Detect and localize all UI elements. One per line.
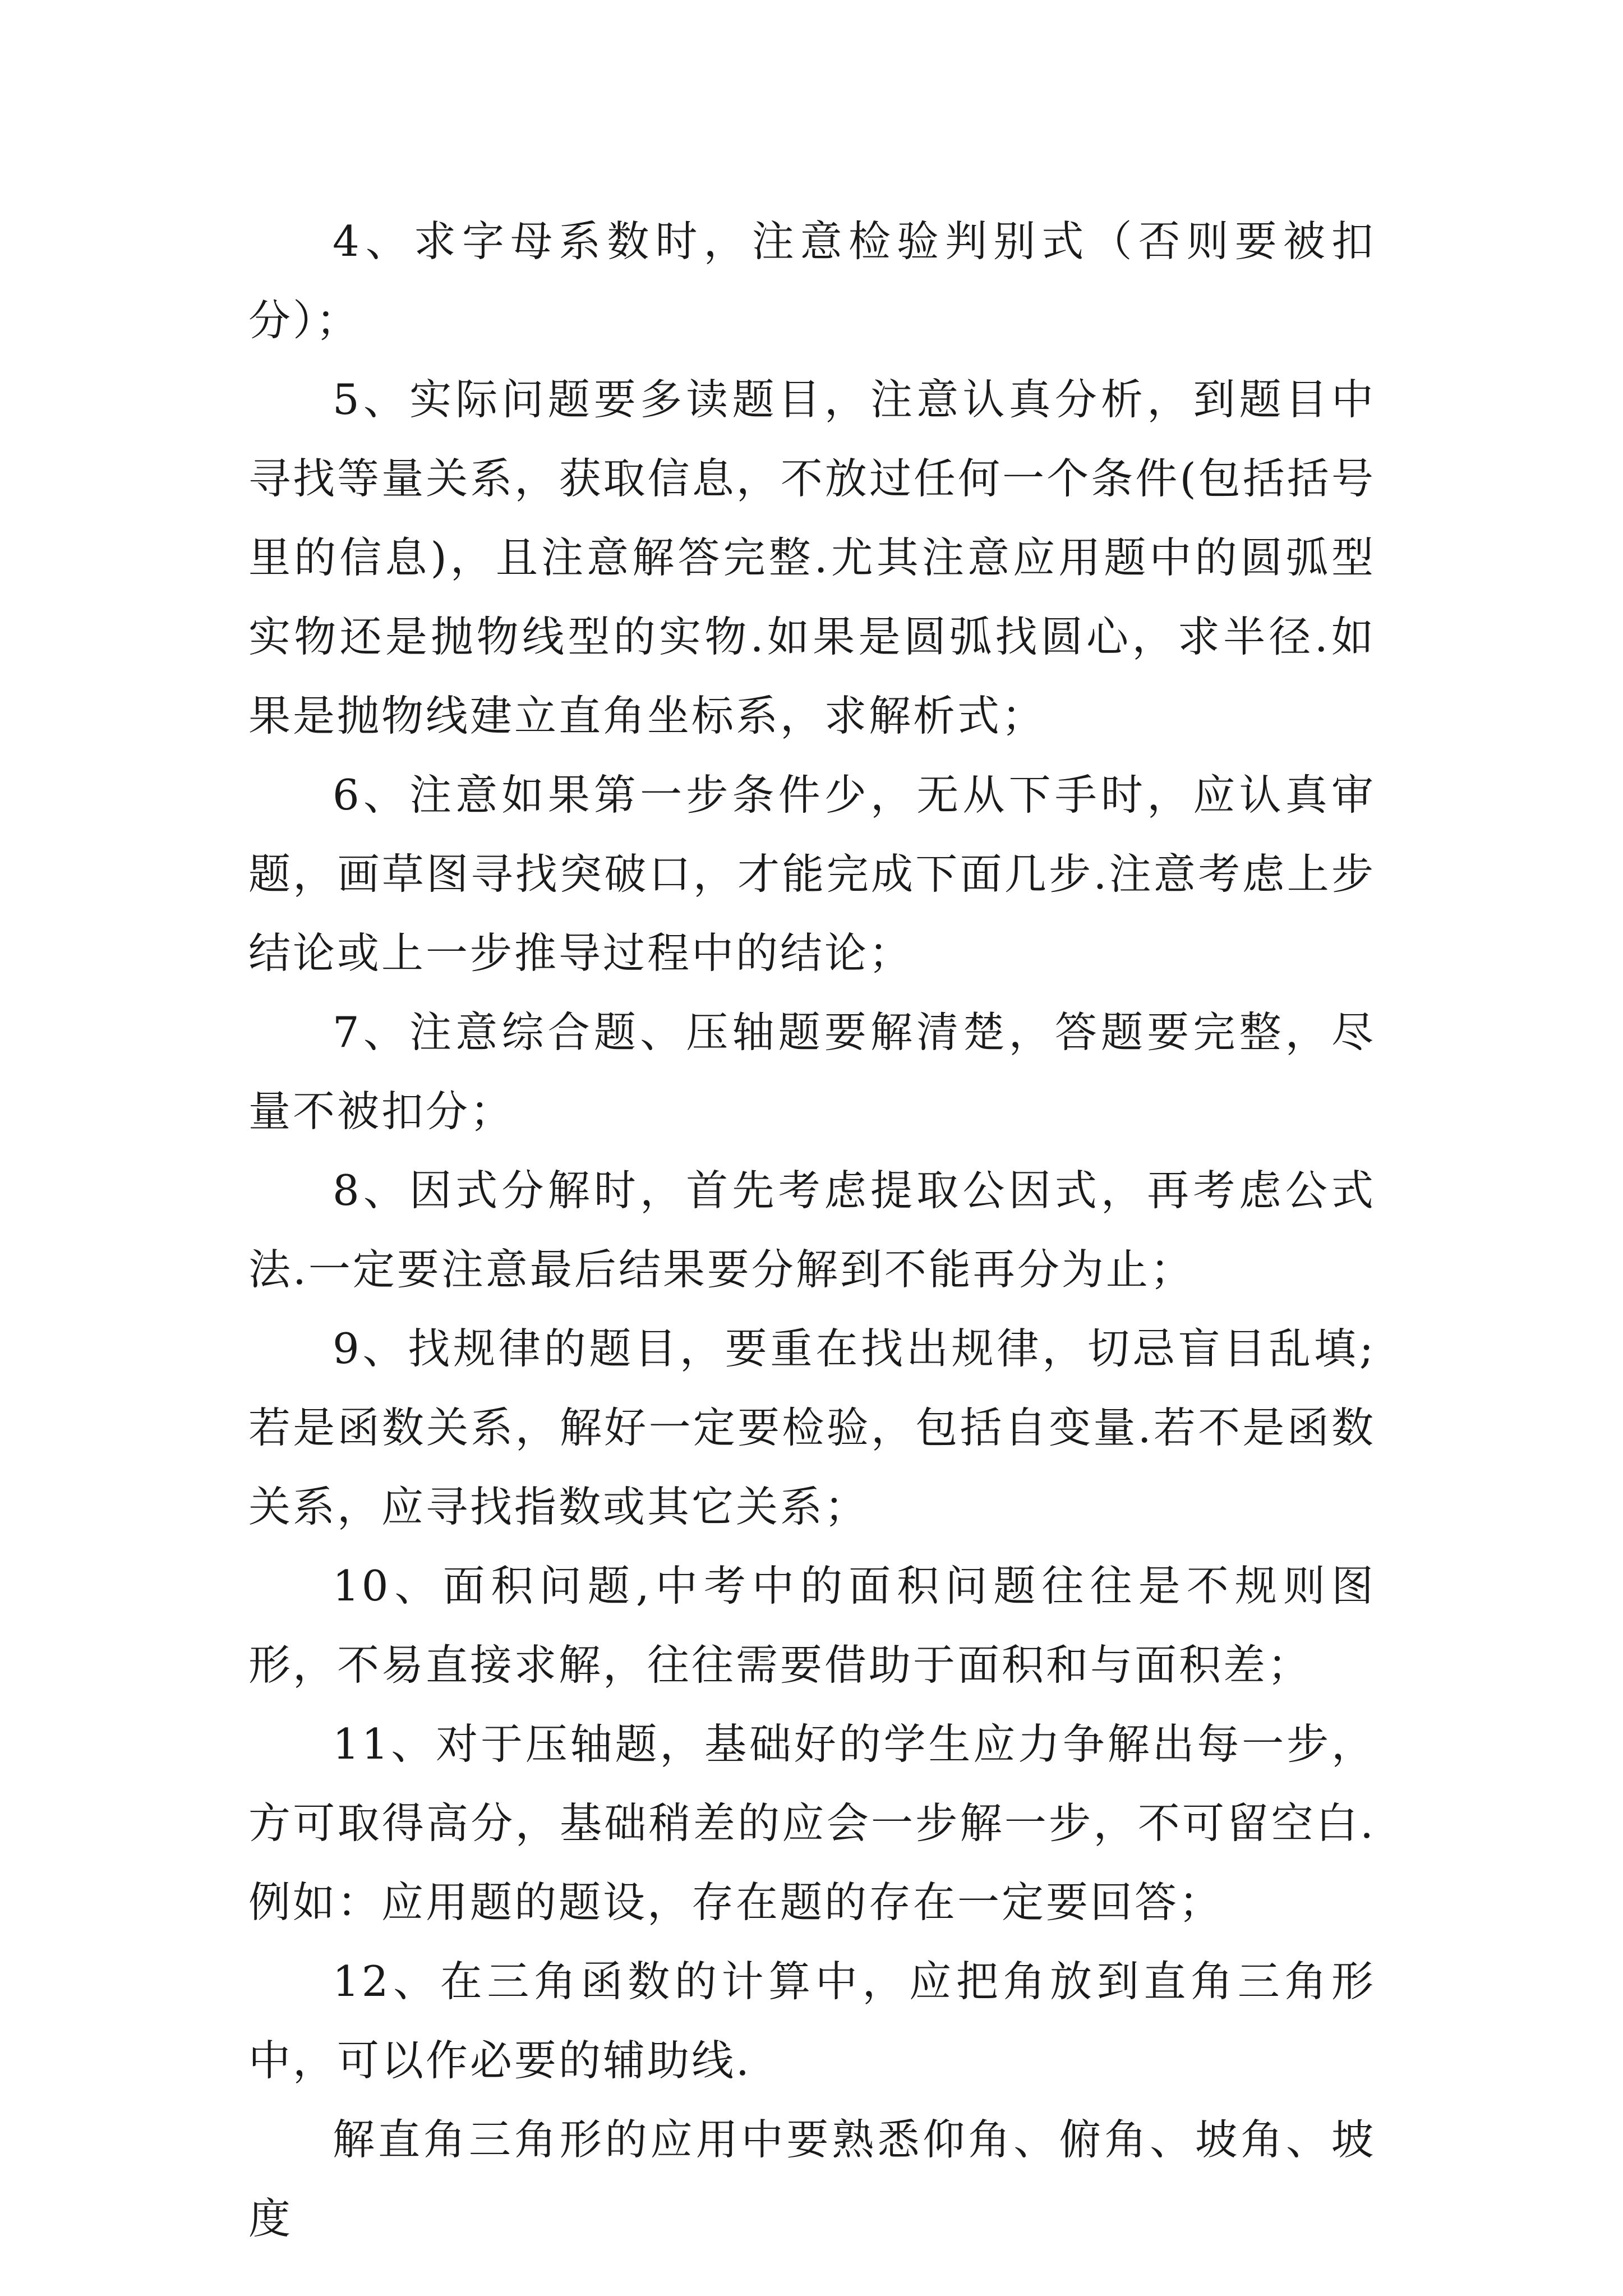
paragraph-item-4: 4、求字母系数时，注意检验判别式（否则要被扣分）；: [248, 217, 1376, 345]
paragraph-item-8: 8、因式分解时，首先考虑提取公因式，再考虑公式法.一定要注意最后结果要分解到不能再分为止；: [248, 1166, 1376, 1294]
paragraph-item-6: 6、注意如果第一步条件少，无从下手时，应认真审题，画草图寻找突破口，才能完成下面几步.注意考虑上步结论或上一步推导过程中的结论；: [248, 770, 1376, 978]
body-text: [248, 202, 1376, 2258]
paragraph-item-10: 10、面积问题,中考中的面积问题往往是不规则图形，不易直接求解，往往需要借助于面积和与面积差；: [248, 1561, 1376, 1690]
paragraph-item-5: 5、实际问题要多读题目，注意认真分析，到题目中寻找等量关系，获取信息，不放过任何一个条件(包括括号里的信息)，且注意解答完整.尤其注意应用题中的圆弧型实物还是抛物线型的实物.如果是圆弧找圆心，求半径.如果是抛物线建立直角坐标系，求解析式；: [248, 375, 1376, 740]
paragraph-right-triangle: 解直角三角形的应用中要熟悉仰角、俯角、坡角、坡度: [248, 2115, 1376, 2243]
paragraph-item-12: 12、在三角函数的计算中，应把角放到直角三角形中，可以作必要的辅助线.: [248, 1957, 1376, 2085]
paragraph-item-11: 11、对于压轴题，基础好的学生应力争解出每一步，方可取得高分，基础稍差的应会一步解一步，不可留空白.例如：应用题的题设，存在题的存在一定要回答；: [248, 1719, 1376, 1927]
paragraph-item-7: 7、注意综合题、压轴题要解清楚，答题要完整，尽量不被扣分；: [248, 1007, 1376, 1136]
paragraph-item-9: 9、找规律的题目，要重在找出规律，切忌盲目乱填;若是函数关系，解好一定要检验，包括自变量.若不是函数关系，应寻找指数或其它关系；: [248, 1324, 1376, 1531]
